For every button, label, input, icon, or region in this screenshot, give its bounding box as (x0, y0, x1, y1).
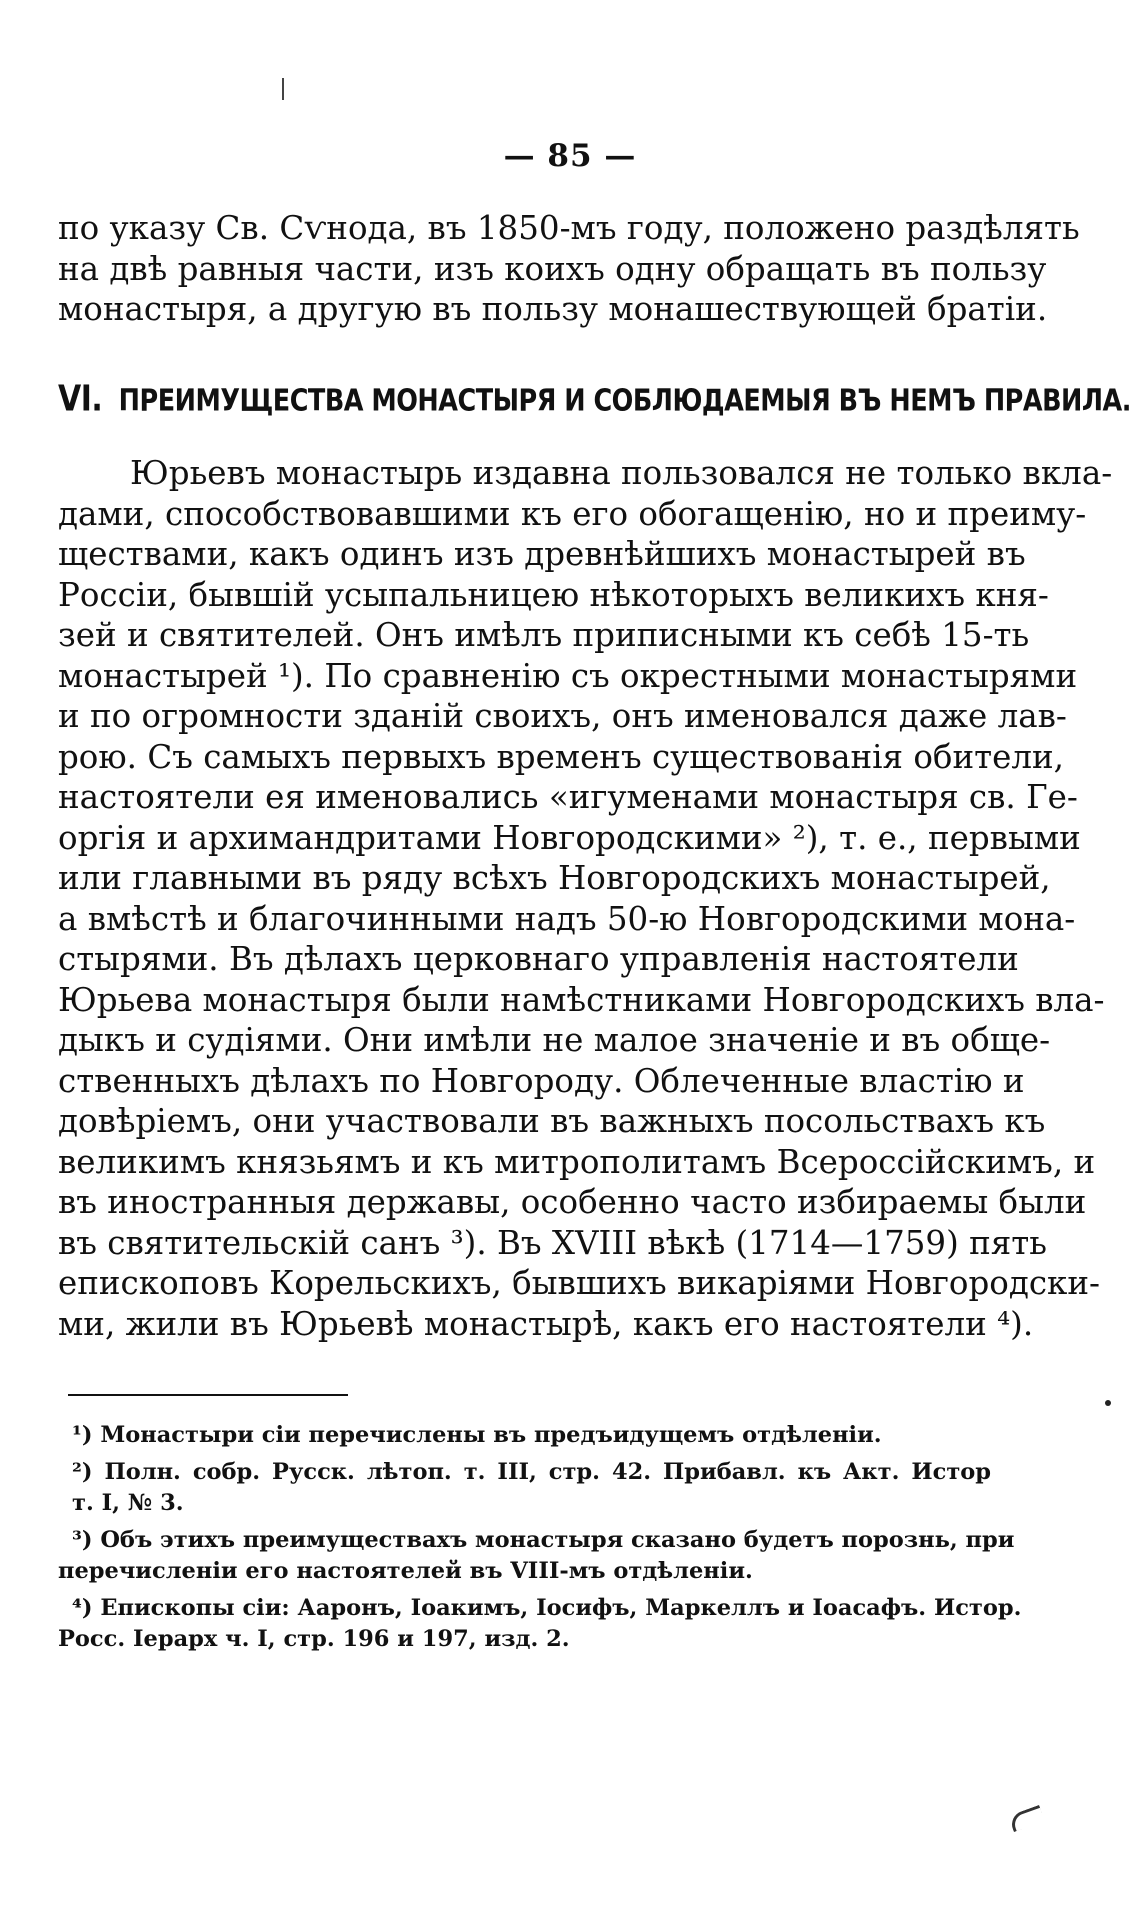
footnote-line: ³) Объ этихъ преимуществахъ монастыря сказано будетъ порознь, при (72, 1527, 1015, 1553)
footnote-2 (58, 1457, 991, 1519)
text-line: оргія и архимандритами Новгородскими» ²), т. е., первыми (58, 818, 1081, 857)
footnote-divider (68, 1394, 348, 1396)
text-line: монастыря, а другую въ пользу монашествующей братіи. (58, 290, 1048, 328)
text-line: стырями. Въ дѣлахъ церковнаго управленія настоятели (58, 940, 1019, 978)
page-number: — 85 — (503, 138, 637, 174)
footnote-line: т. I, № 3. (72, 1490, 184, 1516)
text-line: и по огромности зданій своихъ, онъ именовался даже лав- (58, 697, 1067, 735)
section-number: VI. (58, 378, 103, 420)
text-line: по указу Св. Сѵнода, въ 1850-мъ году, положено раздѣлять (58, 209, 1080, 247)
text-line: монастырей ¹). По сравненію съ окрестными монастырями (58, 656, 1078, 695)
scan-mark (282, 78, 286, 100)
footnote-line: перечисленіи его настоятелей въ VIII-мъ отдѣленіи. (58, 1558, 753, 1584)
text-line: настоятели ея именовались «игуменами монастыря св. Ге- (58, 778, 1078, 816)
text-line: дами, способствовавшими къ его обогащенію, но и преиму- (58, 494, 1087, 533)
footnote-line: Росс. Іерарх ч. I, стр. 196 и 197, изд. 2. (58, 1626, 570, 1652)
footnote-3 (58, 1525, 1015, 1587)
text-line: ственныхъ дѣлахъ по Новгороду. Облеченные властію и (58, 1061, 1025, 1100)
section-heading (58, 378, 1131, 420)
text-line: дыкъ и судіями. Они имѣли не малое значеніе и въ обще- (58, 1021, 1051, 1059)
text-line: а вмѣстѣ и благочинными надъ 50-ю Новгородскими мона- (58, 899, 1076, 938)
text-line: Россіи, бывшій усыпальницею нѣкоторыхъ великихъ кня- (58, 575, 1049, 614)
text-line: на двѣ равныя части, изъ коихъ одну обращать въ пользу (58, 249, 1047, 288)
text-line: ществами, какъ одинъ изъ древнѣйшихъ монастырей въ (58, 535, 1026, 573)
footnote-line: ⁴) Епископы сіи: Ааронъ, Іоакимъ, Іосифъ, Маркеллъ и Іоасафъ. Истор. (72, 1595, 1022, 1621)
footnote-line: ²) Полн. собр. Русск. лѣтоп. т. III, стр. 42. Прибавл. къ Акт. Истор (72, 1459, 991, 1485)
scan-mark (1008, 1805, 1045, 1832)
text-line: въ святительскій санъ ³). Въ XVIII вѣкѣ (1714—1759) пять (58, 1223, 1047, 1262)
text-line: Юрьева монастыря были намѣстниками Новгородскихъ вла- (58, 980, 1105, 1019)
text-line: зей и святителей. Онъ имѣлъ приписными къ себѣ 15-ть (58, 616, 1030, 654)
footnotes (58, 1420, 1022, 1655)
text-line: ми, жили въ Юрьевѣ монастырѣ, какъ его настоятели ⁴). (58, 1304, 1034, 1343)
section-title: ПРЕИМУЩЕСТВА МОНАСТЫРЯ И СОБЛЮДАЕМЫЯ ВЪ НЕМЪ ПРАВИЛА. (118, 382, 1131, 419)
footnote-line: ¹) Монастыри сіи перечислены въ предъидущемъ отдѣленіи. (72, 1422, 882, 1448)
text-line: или главными въ ряду всѣхъ Новгородскихъ монастырей, (58, 859, 1051, 897)
text-line: Юрьевъ монастырь издавна пользовался не только вкла- (130, 454, 1113, 492)
scan-mark (1105, 1400, 1111, 1406)
text-line: въ иностранныя державы, особенно часто избираемы были (58, 1183, 1087, 1221)
text-line: епископовъ Корельскихъ, бывшихъ викаріями Новгородски- (58, 1264, 1101, 1302)
text-line: рою. Съ самыхъ первыхъ временъ существованія обители, (58, 737, 1065, 776)
intro-paragraph (58, 208, 1080, 330)
text-line: довѣріемъ, они участвовали въ важныхъ посольствахъ къ (58, 1102, 1046, 1140)
footnote-1 (58, 1420, 991, 1451)
body-paragraph (58, 453, 1113, 1344)
footnote-4 (58, 1593, 1022, 1655)
text-line: великимъ князьямъ и къ митрополитамъ Всероссійскимъ, и (58, 1142, 1096, 1181)
